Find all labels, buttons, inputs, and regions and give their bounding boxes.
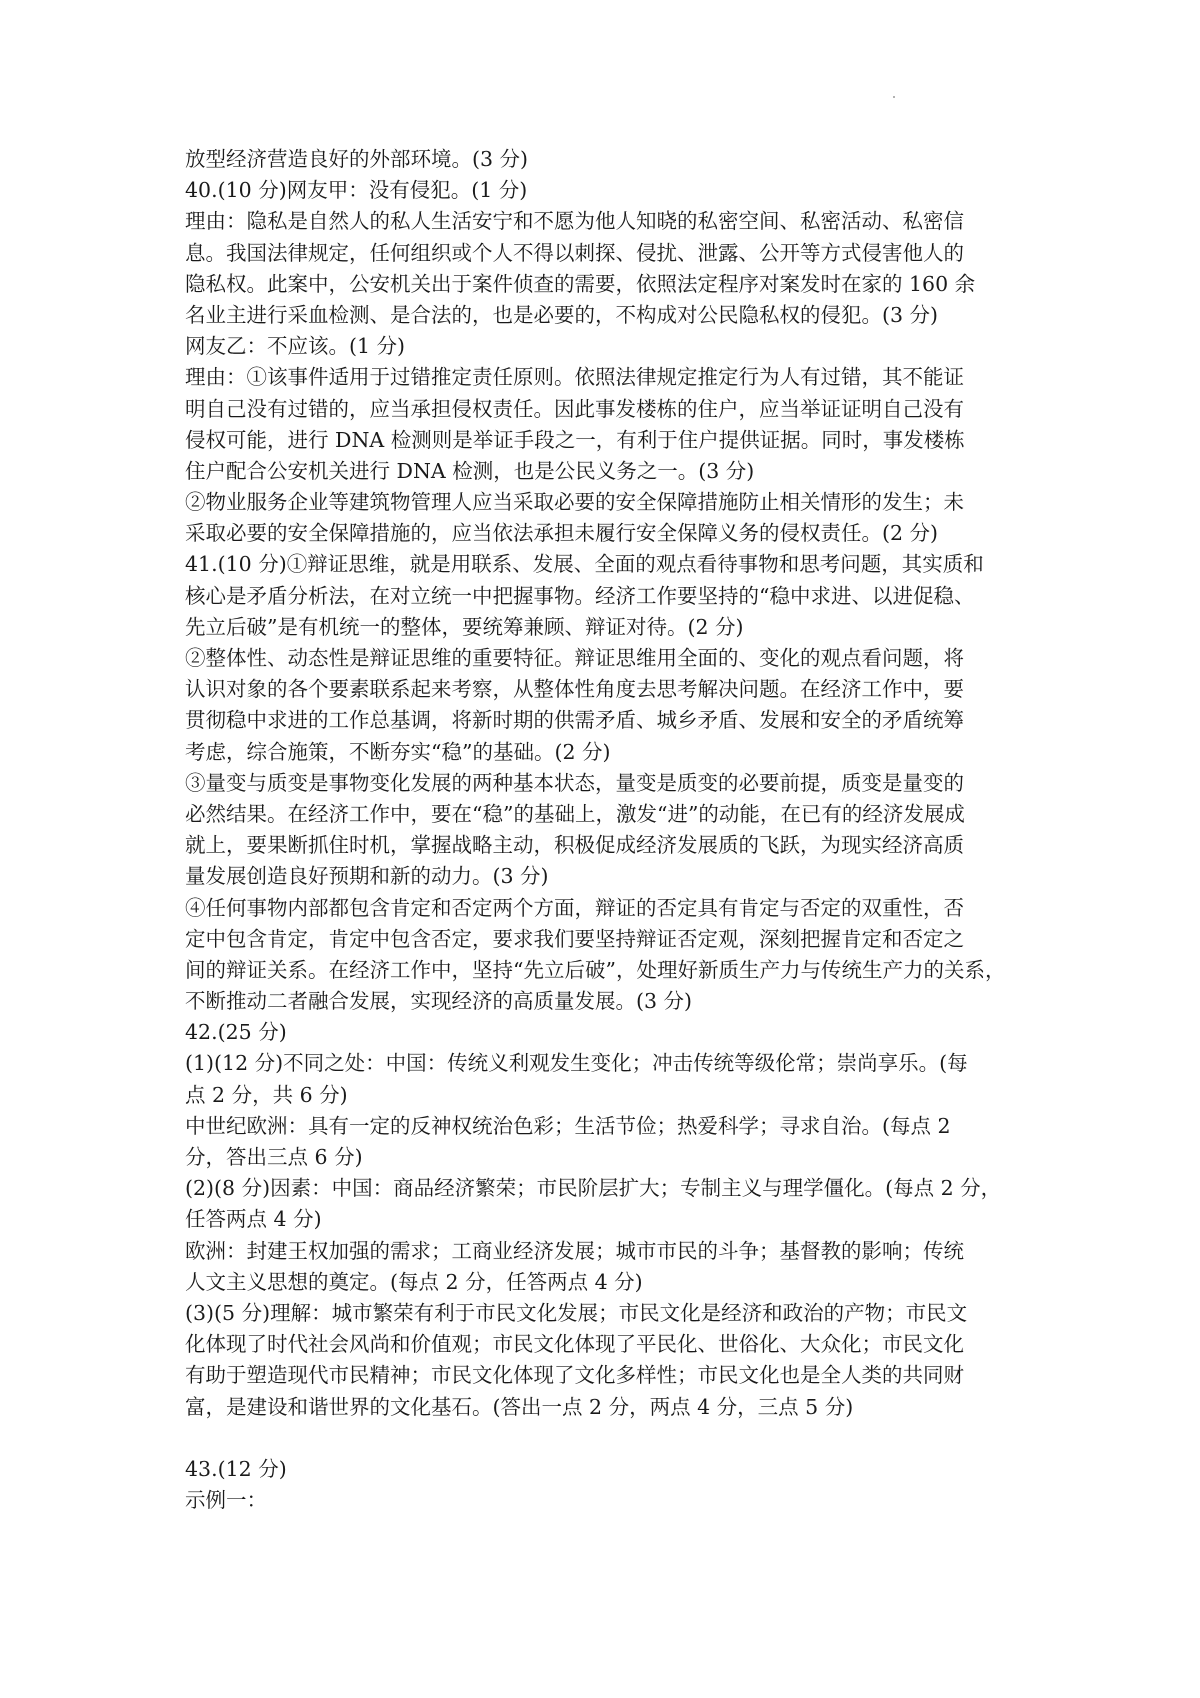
- text-line: 贯彻稳中求进的工作总基调，将新时期的供需矛盾、城乡矛盾、发展和安全的矛盾统筹: [185, 708, 964, 733]
- text-line: (1)(12 分)不同之处：中国：传统义利观发生变化；冲击传统等级伦常；崇尚享乐。(每: [185, 1051, 968, 1076]
- text-line: 欧洲：封建王权加强的需求；工商业经济发展；城市市民的斗争；基督教的影响；传统: [185, 1238, 964, 1263]
- text-line: 理由：①该事件适用于过错推定责任原则。依照法律规定推定行为人有过错，其不能证: [185, 365, 964, 390]
- text-line: 分，答出三点 6 分): [185, 1145, 363, 1169]
- text-line: 量发展创造良好预期和新的动力。(3 分): [185, 864, 549, 889]
- q40-heading: 40.(10 分)网友甲：没有侵犯。(1 分): [185, 178, 528, 203]
- text-line: (3)(5 分)理解：城市繁荣有利于市民文化发展；市民文化是经济和政治的产物；市民文: [185, 1300, 968, 1325]
- text-line: 侵权可能，进行 DNA 检测则是举证手段之一，有利于住户提供证据。同时，事发楼栋: [185, 427, 965, 452]
- text-line: 定中包含肯定，肯定中包含否定，要求我们要坚持辩证否定观，深刻把握肯定和否定之: [185, 926, 964, 951]
- text-line: 网友乙：不应该。(1 分): [185, 334, 406, 359]
- text-line: 富，是建设和谐世界的文化基石。(答出一点 2 分，两点 4 分，三点 5 分): [185, 1394, 854, 1419]
- q43-heading: 43.(12 分): [185, 1456, 287, 1481]
- text-line: 名业主进行采血检测、是合法的，也是必要的，不构成对公民隐私权的侵犯。(3 分): [185, 302, 939, 327]
- q41-heading: 41.(10 分)①辩证思维，就是用联系、发展、全面的观点看待事物和思考问题，其实质和: [185, 552, 984, 577]
- text-line: 间的辩证关系。在经济工作中，坚持“先立后破”，处理好新质生产力与传统生产力的关系，: [185, 957, 1006, 982]
- text-line: 采取必要的安全保障措施的，应当依法承担未履行安全保障义务的侵权责任。(2 分): [185, 521, 939, 546]
- text-line: 化体现了时代社会风尚和价值观；市民文化体现了平民化、世俗化、大众化；市民文化: [185, 1332, 964, 1357]
- blank-line: [185, 1423, 1025, 1454]
- text-line: 点 2 分，共 6 分): [185, 1082, 348, 1107]
- text-line: 不断推动二者融合发展，实现经济的高质量发展。(3 分): [185, 989, 693, 1014]
- text-line: 中世纪欧洲：具有一定的反神权统治色彩；生活节俭；热爱科学；寻求自治。(每点 2: [185, 1113, 951, 1138]
- text-line: 放型经济营造良好的外部环境。(3 分): [185, 147, 529, 171]
- example-label: 示例一：: [185, 1488, 267, 1513]
- text-line: 先立后破”是有机统一的整体，要统筹兼顾、辩证对待。(2 分): [185, 614, 744, 639]
- text-line: ③量变与质变是事物变化发展的两种基本状态，量变是质变的必要前提，质变是量变的: [185, 770, 964, 795]
- text-line: 核心是矛盾分析法，在对立统一中把握事物。经济工作要坚持的“稳中求进、以进促稳、: [185, 583, 975, 608]
- text-line: 明自己没有过错的，应当承担侵权责任。因此事发楼栋的住户，应当举证证明自己没有: [185, 396, 964, 421]
- text-line: 就上，要果断抓住时机，掌握战略主动，积极促成经济发展质的飞跃，为现实经济高质: [185, 833, 964, 858]
- text-line: 必然结果。在经济工作中，要在“稳”的基础上，激发“进”的动能，在已有的经济发展成: [185, 801, 965, 826]
- text-line: 认识对象的各个要素联系起来考察，从整体性角度去思考解决问题。在经济工作中，要: [185, 677, 964, 702]
- text-line: ②物业服务企业等建筑物管理人应当采取必要的安全保障措施防止相关情形的发生；未: [185, 490, 964, 515]
- text-line: 考虑，综合施策，不断夯实“稳”的基础。(2 分): [185, 739, 611, 764]
- text-line: (2)(8 分)因素：中国：商品经济繁荣；市民阶层扩大；专制主义与理学僵化。(每点 2 分，: [185, 1176, 1002, 1201]
- text-line: 息。我国法律规定，任何组织或个人不得以刺探、侵扰、泄露、公开等方式侵害他人的: [185, 240, 964, 265]
- text-line: ②整体性、动态性是辩证思维的重要特征。辩证思维用全面的、变化的观点看问题，将: [185, 646, 964, 670]
- text-line: ④任何事物内部都包含肯定和否定两个方面，辩证的否定具有肯定与否定的双重性，否: [185, 895, 964, 920]
- answer-text-block: [185, 144, 1025, 1516]
- text-line: 隐私权。此案中，公安机关出于案件侦查的需要，依照法定程序对案发时在家的 160 余: [185, 271, 976, 296]
- text-line: 住户配合公安机关进行 DNA 检测，也是公民义务之一。(3 分): [185, 458, 755, 483]
- text-line: 任答两点 4 分): [185, 1207, 322, 1232]
- q42-heading: 42.(25 分): [185, 1020, 287, 1045]
- text-line: 有助于塑造现代市民精神；市民文化体现了文化多样性；市民文化也是全人类的共同财: [185, 1363, 964, 1388]
- scan-speck: [893, 96, 895, 98]
- text-line: 人文主义思想的奠定。(每点 2 分，任答两点 4 分): [185, 1269, 643, 1294]
- text-line: 理由：隐私是自然人的私人生活安宁和不愿为他人知晓的私密空间、私密活动、私密信: [185, 209, 964, 234]
